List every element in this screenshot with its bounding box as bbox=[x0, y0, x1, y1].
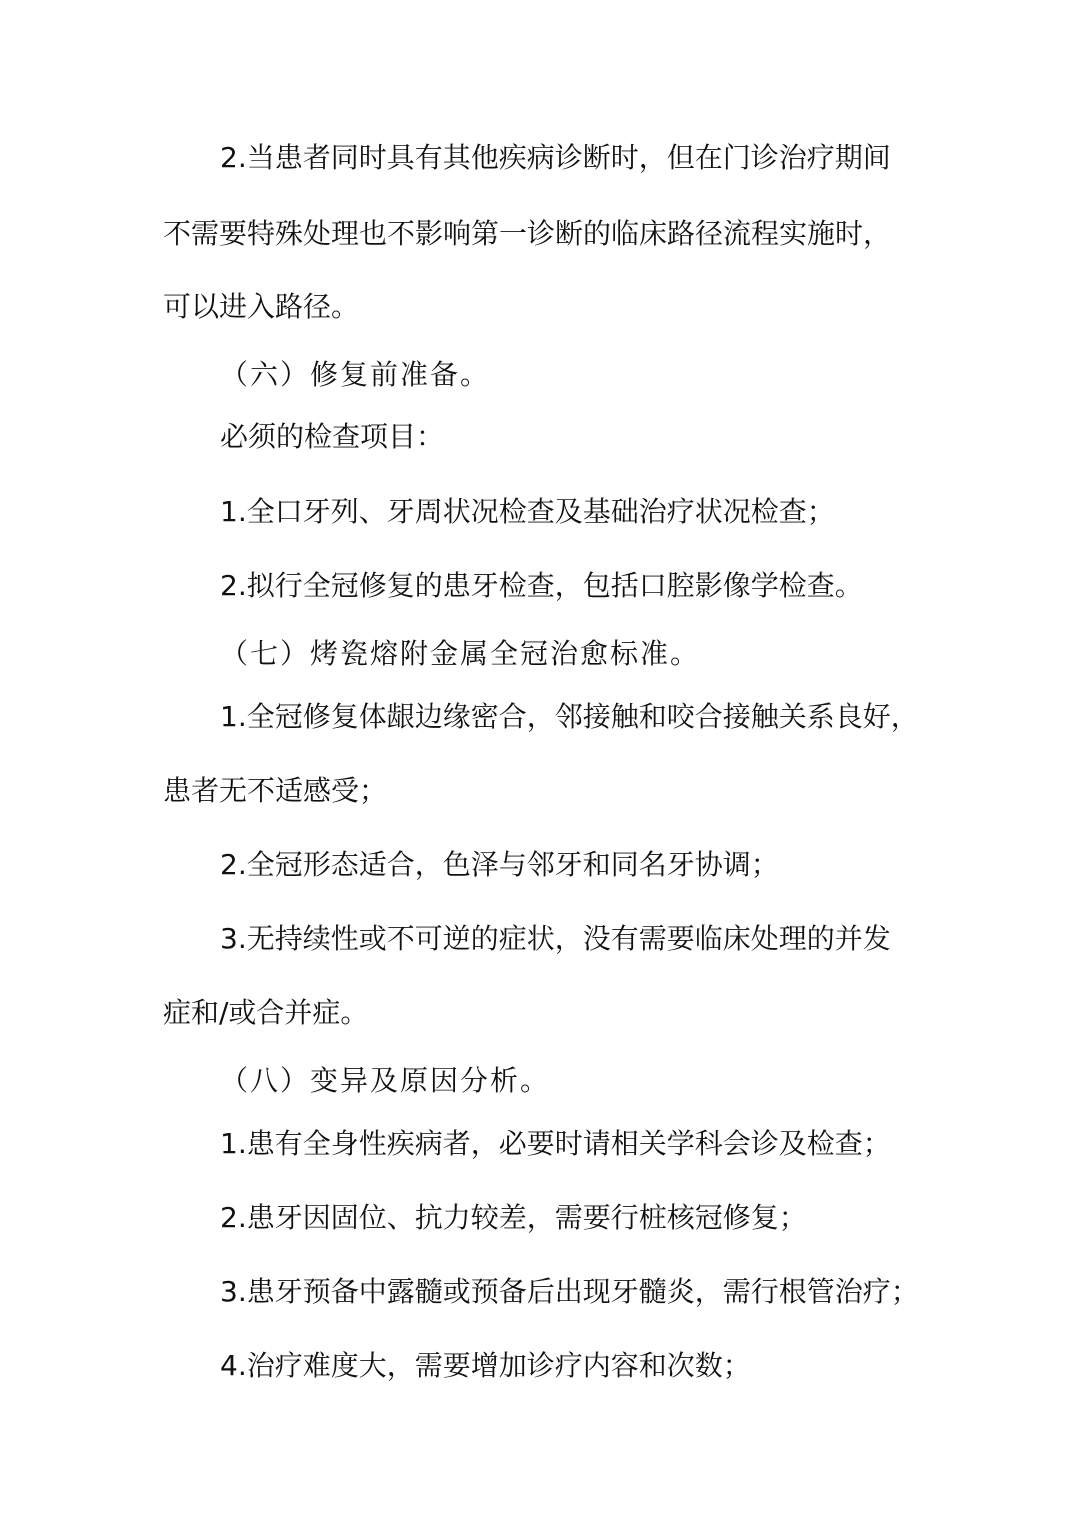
paragraph-line: 患者无不适感受； bbox=[163, 774, 388, 807]
list-item: 1.患有全身性疾病者，必要时请相关学科会诊及检查； bbox=[220, 1127, 891, 1160]
paragraph-line: 不需要特殊处理也不影响第一诊断的临床路径流程实施时， bbox=[163, 217, 892, 250]
paragraph-line: 可以进入路径。 bbox=[163, 290, 360, 323]
list-item: 4.治疗难度大，需要增加诊疗内容和次数； bbox=[220, 1349, 751, 1382]
paragraph-line: 2.当患者同时具有其他疾病诊断时，但在门诊治疗期间 bbox=[220, 141, 891, 174]
paragraph-line: 症和/或合并症。 bbox=[163, 996, 369, 1029]
section-heading: （七）烤瓷熔附金属全冠治愈标准。 bbox=[220, 637, 701, 670]
section-heading: （六）修复前准备。 bbox=[220, 358, 491, 391]
list-item: 2.拟行全冠修复的患牙检查，包括口腔影像学检查。 bbox=[220, 569, 863, 602]
list-item: 1.全冠修复体龈边缘密合，邻接触和咬合接触关系良好， bbox=[220, 700, 919, 733]
list-item: 3.无持续性或不可逆的症状，没有需要临床处理的并发 bbox=[220, 922, 891, 955]
list-item: 2.患牙因固位、抗力较差，需要行桩核冠修复； bbox=[220, 1201, 807, 1234]
section-heading: （八）变异及原因分析。 bbox=[220, 1064, 551, 1097]
list-item: 1.全口牙列、牙周状况检查及基础治疗状况检查； bbox=[220, 495, 835, 528]
paragraph-line: 必须的检查项目： bbox=[220, 420, 445, 453]
list-item: 3.患牙预备中露髓或预备后出现牙髓炎，需行根管治疗； bbox=[220, 1275, 919, 1308]
list-item: 2.全冠形态适合，色泽与邻牙和同名牙协调； bbox=[220, 848, 779, 881]
